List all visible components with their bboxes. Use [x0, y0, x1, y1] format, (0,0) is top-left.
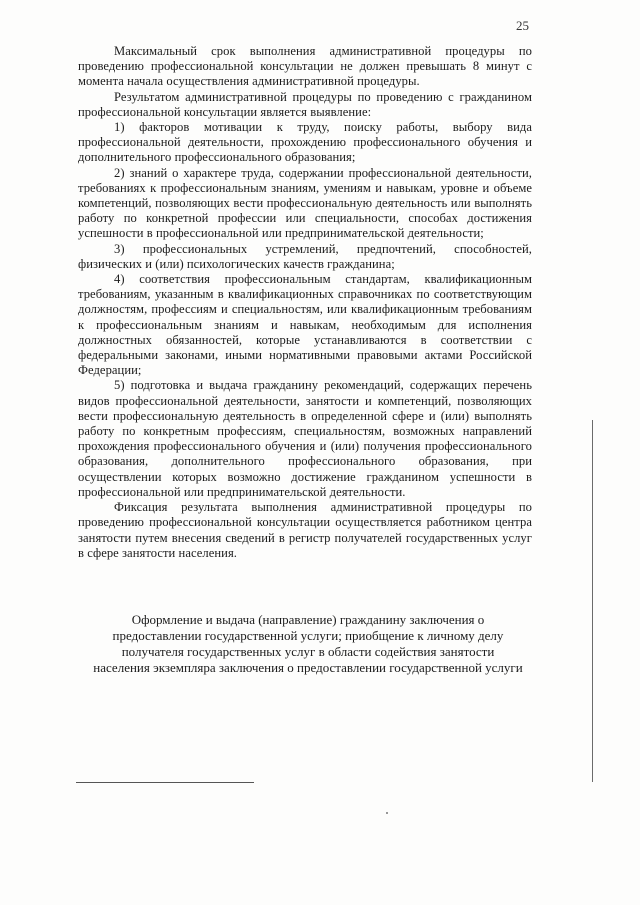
section-heading-line: населения экземпляра заключения о предоставлении государственной услуги — [93, 660, 523, 675]
body-text — [78, 44, 532, 561]
section-heading — [68, 612, 548, 676]
paragraph-max-duration: Максимальный срок выполнения административной процедуры по проведению профессиональной консультации не должен превышать 8 минут с момента начала осуществления административной процедуры. — [78, 44, 532, 89]
list-item-1: 1) факторов мотивации к труду, поиску работы, выбору вида профессиональной деятельности, прохождению профессионального обучения и дополнительного профессионального образования; — [78, 120, 532, 165]
paragraph-result-recording: Фиксация результата выполнения административной процедуры по проведению профессиональной консультации осуществляется работником центра занятости путем внесения сведений в регистр получателей государственных услуг в сфере занятости населения. — [78, 500, 532, 560]
paragraph-result-intro: Результатом административной процедуры по проведению с гражданином профессиональной консультации является выявление: — [78, 89, 532, 119]
list-item-5: 5) подготовка и выдача гражданину рекомендаций, содержащих перечень видов профессиональной деятельности, занятости и компетенций, позволяющих вести профессиональную деятельность в определенной сфере и (или) выполнять работу по конкретным профессиям, специальностям, возможных направлений прохождения профессионального обучения и (или) получения профессионального образования, дополнительного профессионального образования, при осуществлении которых возможно достижение гражданином успешности в профессиональной или предпринимательской деятельности. — [78, 378, 532, 499]
section-heading-line: получателя государственных услуг в области содействия занятости — [121, 644, 495, 659]
page-number: 25 — [516, 18, 529, 33]
section-heading-line: предоставлении государственной услуги; приобщение к личному делу — [112, 628, 504, 643]
footnote-separator — [76, 782, 254, 783]
list-item-3: 3) профессиональных устремлений, предпочтений, способностей, физических и (или) психологических качеств гражданина; — [78, 241, 532, 271]
scan-speck — [386, 812, 388, 814]
section-heading-line: Оформление и выдача (направление) гражданину заключения о — [131, 612, 485, 627]
scan-edge-line — [592, 420, 593, 782]
list-item-4: 4) соответствия профессиональным стандартам, квалификационным требованиям, указанным в квалификационных справочниках по соответствующим должностям, профессиям и специальностям, или квалификационным требованиям к профессиональным знаниям и навыкам, необходимым для исполнения должностных обязанностей, которые устанавливаются в соответствии с федеральными законами, иными нормативными правовыми актами Российской Федерации; — [78, 272, 532, 378]
list-item-2: 2) знаний о характере труда, содержании профессиональной деятельности, требованиях к профессиональным знаниям, умениям и навыкам, уровне и объеме компетенций, позволяющих вести профессиональную деятельность или выполнять работу по конкретной профессии или специальности, способах достижения успешности в профессиональной или предпринимательской деятельности; — [78, 165, 532, 241]
